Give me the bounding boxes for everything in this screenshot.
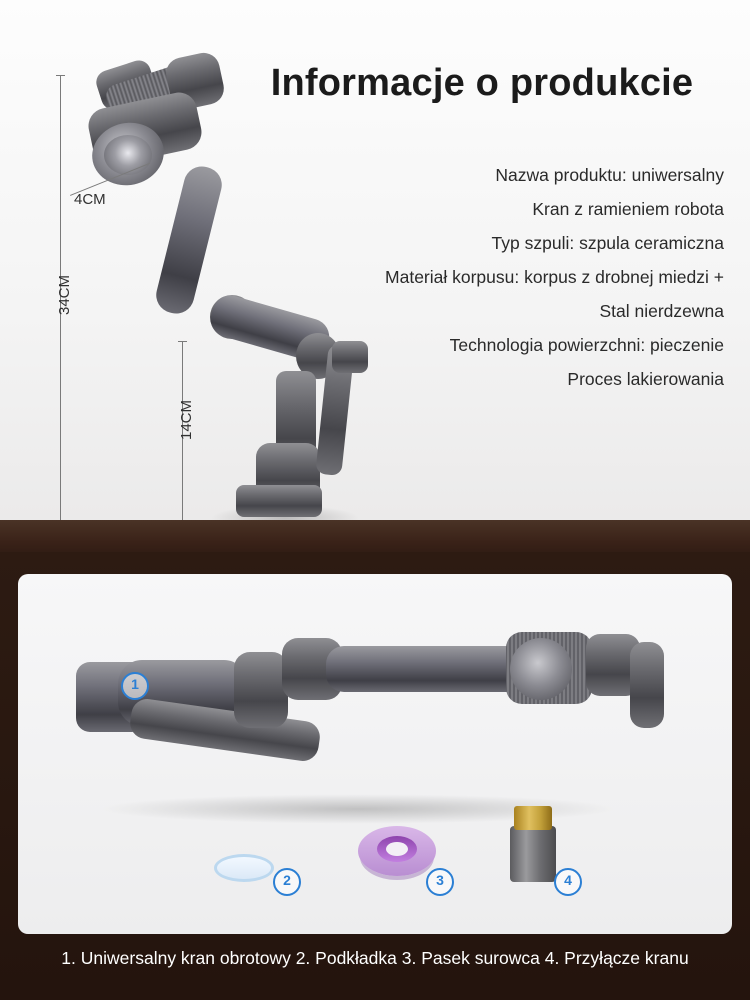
part-universal-rotating-faucet [58,632,678,822]
dimension-label-head-width: 4CM [74,191,106,208]
parts-caption: 1. Uniwersalny kran obrotowy 2. Podkładka 3. Pasek surowca 4. Przyłącze kranu [61,948,689,968]
spec-line-2: Kran z ramieniem robota [532,199,724,219]
dimension-label-total-height: 34CM [56,274,73,315]
tape-center-hole [386,842,408,856]
dimension-label-body-height: 14CM [178,399,195,440]
faucet-lay-joint-1 [234,652,288,728]
faucet-base [236,485,322,517]
callout-1: 1 [121,672,149,700]
faucet-lay-arm [326,646,526,692]
connector-steel-body [510,826,556,882]
faucet-dimension-illustration [56,45,400,525]
connector-brass-thread [514,806,552,830]
part-faucet-connector [510,826,560,886]
part-washer-ring [214,854,274,882]
faucet-lay-end-hub [630,642,664,728]
spec-line-6: Technologia powierzchni: pieczenie [449,335,724,355]
callout-4: 4 [554,868,582,896]
spec-line-5: Stal nierdzewna [599,301,724,321]
parts-panel [18,574,732,934]
spec-line-1: Nazwa produktu: uniwersalny [495,165,724,185]
spec-line-7: Proces lakierowania [567,369,724,389]
sprayer-aerator-disc [104,135,152,175]
dimension-cap-body-top [178,341,187,342]
page-title: Informacje o produkcie [270,62,694,104]
dimension-cap-top [56,75,65,76]
spec-line-3: Typ szpuli: szpula ceramiczna [491,233,724,253]
callout-3: 3 [426,868,454,896]
callout-2: 2 [273,868,301,896]
faucet-handle-tip [332,341,368,373]
upper-arm-segment [152,163,225,318]
faucet-lay-sprayer-face [510,638,572,700]
spec-line-4: Materiał korpusu: korpus z drobnej miedzi + [385,267,724,287]
parts-section [0,552,750,1000]
